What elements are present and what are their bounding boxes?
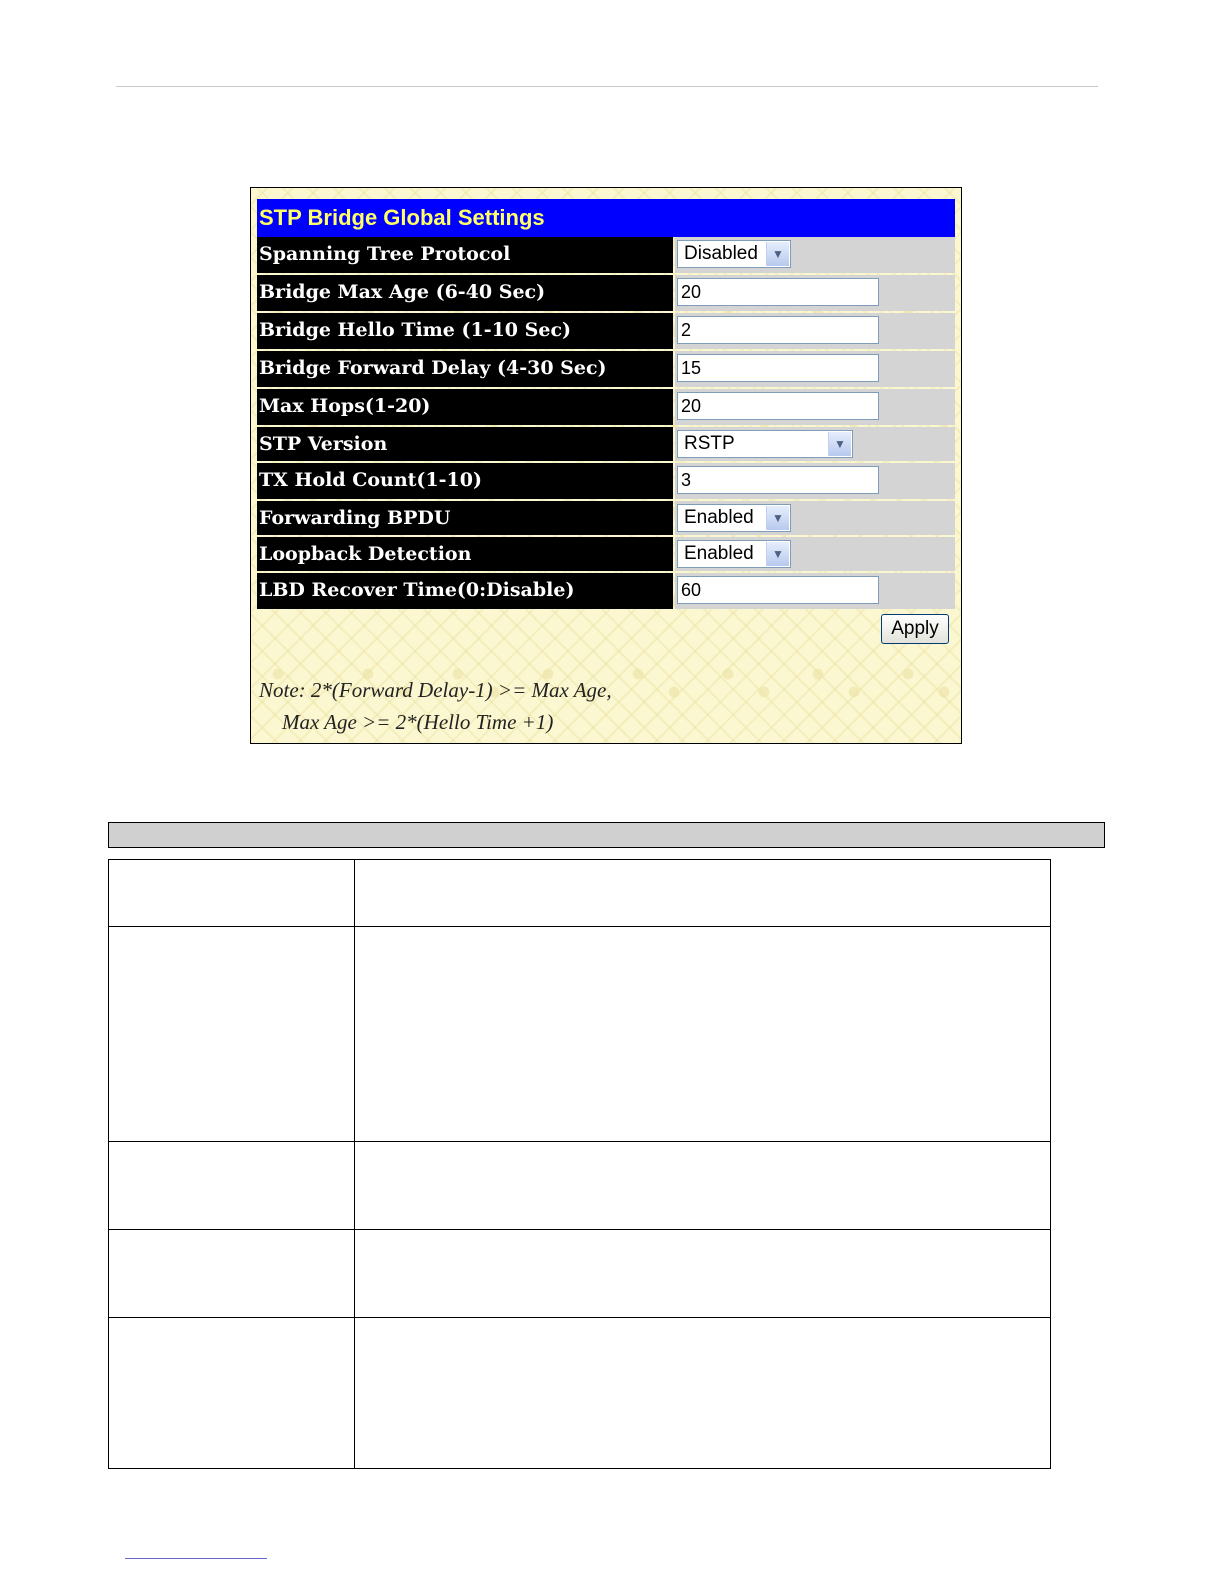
row-stp-version <box>257 427 955 463</box>
row-loopback-detection <box>257 537 955 573</box>
row-lbd-recover-time <box>257 573 955 611</box>
table-row-divider <box>109 1229 1050 1230</box>
table-row-divider <box>109 1317 1050 1318</box>
label-bridge-max-age: Bridge Max Age (6-40 Sec) <box>257 275 673 311</box>
chevron-down-icon[interactable]: ▼ <box>766 542 789 566</box>
chevron-down-icon[interactable]: ▼ <box>828 432 851 456</box>
note-line-2: Max Age >= 2*(Hello Time +1) <box>282 710 554 734</box>
table-row-divider <box>109 1141 1050 1142</box>
apply-button[interactable]: Apply <box>881 614 949 644</box>
panel-title: STP Bridge Global Settings <box>257 199 955 237</box>
table-row-divider <box>109 926 1050 927</box>
row-tx-hold-count <box>257 463 955 501</box>
bridge-max-age-input[interactable]: 20 <box>677 278 879 306</box>
bridge-hello-time-input[interactable]: 2 <box>677 316 879 344</box>
max-hops-input[interactable]: 20 <box>677 392 879 420</box>
chevron-down-icon[interactable]: ▼ <box>766 242 789 266</box>
table-header-bar <box>108 822 1105 848</box>
spanning-tree-protocol-select[interactable]: Disabled ▼ <box>677 240 791 268</box>
row-bridge-max-age <box>257 275 955 313</box>
stp-bridge-global-settings-panel <box>250 187 962 744</box>
row-forwarding-bpdu <box>257 501 955 537</box>
page-header-rule <box>116 86 1098 87</box>
stp-version-select[interactable]: RSTP ▼ <box>677 430 853 458</box>
bridge-forward-delay-input[interactable]: 15 <box>677 354 879 382</box>
label-tx-hold-count: TX Hold Count(1-10) <box>257 463 673 499</box>
row-bridge-forward-delay <box>257 351 955 389</box>
loopback-detection-select[interactable]: Enabled ▼ <box>677 540 791 568</box>
label-stp-version: STP Version <box>257 427 673 461</box>
forwarding-bpdu-select[interactable]: Enabled ▼ <box>677 504 791 532</box>
label-loopback-detection: Loopback Detection <box>257 537 673 571</box>
label-spanning-tree-protocol: Spanning Tree Protocol <box>257 237 673 273</box>
row-spanning-tree-protocol <box>257 237 955 275</box>
label-forwarding-bpdu: Forwarding BPDU <box>257 501 673 535</box>
label-lbd-recover-time: LBD Recover Time(0:Disable) <box>257 573 673 609</box>
page-footer-rule <box>125 1558 267 1559</box>
lbd-recover-time-input[interactable]: 60 <box>677 576 879 604</box>
chevron-down-icon[interactable]: ▼ <box>766 506 789 530</box>
note-line-1: Note: 2*(Forward Delay-1) >= Max Age, <box>259 678 612 702</box>
tx-hold-count-input[interactable]: 3 <box>677 466 879 494</box>
label-bridge-forward-delay: Bridge Forward Delay (4-30 Sec) <box>257 351 673 387</box>
label-bridge-hello-time: Bridge Hello Time (1-10 Sec) <box>257 313 673 349</box>
row-max-hops <box>257 389 955 427</box>
row-bridge-hello-time <box>257 313 955 351</box>
label-max-hops: Max Hops(1-20) <box>257 389 673 425</box>
parameter-description-table <box>108 859 1051 1469</box>
